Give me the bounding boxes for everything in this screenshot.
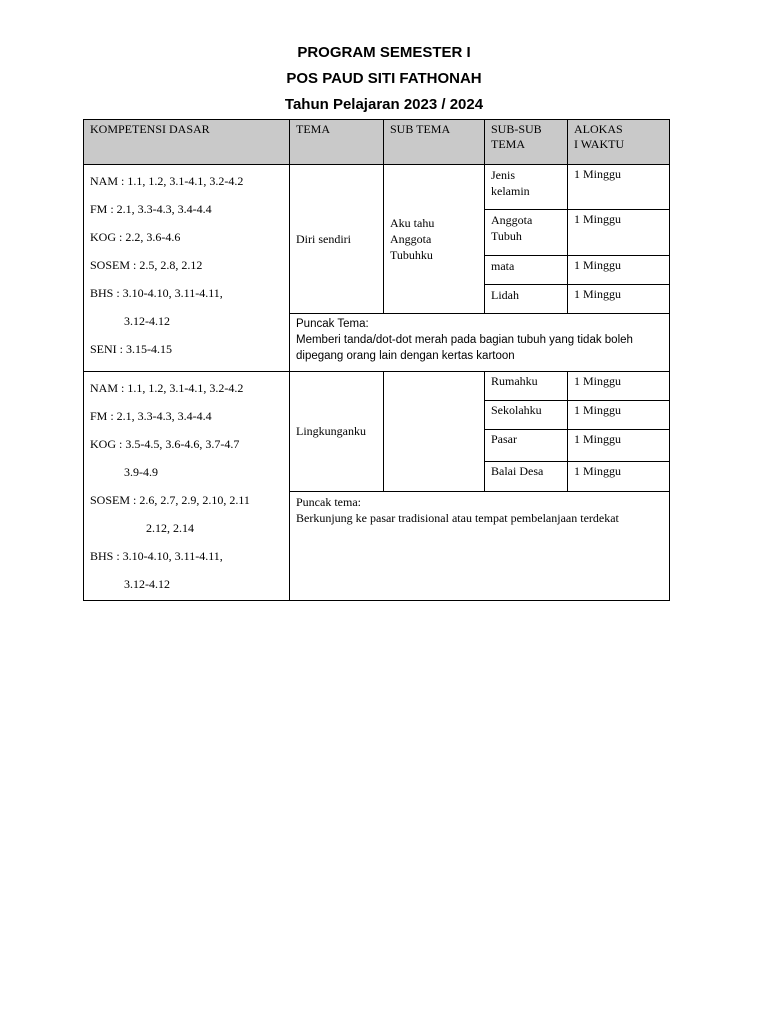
waktu-cell: 1 Minggu <box>568 430 670 462</box>
waktu-cell: 1 Minggu <box>568 256 670 285</box>
subsub-cell: Lidah <box>485 285 568 314</box>
title-academic-year: Tahun Pelajaran 2023 / 2024 <box>284 96 484 113</box>
table-header-row <box>84 120 670 165</box>
subsub-cell: Sekolahku <box>485 401 568 430</box>
waktu-cell: 1 Minggu <box>568 165 670 210</box>
subtema-cell-block1: Aku tahu Anggota Tubuhku <box>384 165 485 314</box>
header-sub-tema: SUB TEMA <box>384 120 485 165</box>
waktu-cell: 1 Minggu <box>568 210 670 256</box>
subsub-cell: mata <box>485 256 568 285</box>
puncak-tema-block1: Puncak Tema: Memberi tanda/dot-dot merah pada bagian tubuh yang tidak boleh dipegang orang lain dengan kertas kartoon <box>290 314 670 372</box>
header-sub-sub-tema: SUB-SUB TEMA <box>485 120 568 165</box>
header-alokasi-waktu: ALOKAS I WAKTU <box>568 120 670 165</box>
subtema-cell-block2 <box>384 372 485 492</box>
subsub-cell: Jenis kelamin <box>485 165 568 210</box>
title-program-semester: PROGRAM SEMESTER I <box>297 44 471 61</box>
header-kompetensi-dasar: KOMPETENSI DASAR <box>84 120 290 165</box>
kd-cell-block2: NAM : 1.1, 1.2, 3.1-4.1, 3.2-4.2 FM : 2.1, 3.3-4.3, 3.4-4.4 KOG : 3.5-4.5, 3.6-4.6, 3.7-4.7 3.9-4.9 SOSEM : 2.6, 2.7, 2.9, 2.10, 2.11 2.12, 2.14 BHS : 3.10-4.10, 3.11-4.11, 3.12-4.12 <box>84 372 290 601</box>
document-header <box>0 40 768 118</box>
waktu-cell: 1 Minggu <box>568 372 670 401</box>
tema-cell-block2: Lingkunganku <box>290 372 384 492</box>
program-table <box>83 119 670 601</box>
title-school-name: POS PAUD SITI FATHONAH <box>286 70 482 87</box>
tema-cell-block1: Diri sendiri <box>290 165 384 314</box>
subsub-cell: Balai Desa <box>485 462 568 492</box>
waktu-cell: 1 Minggu <box>568 401 670 430</box>
header-tema: TEMA <box>290 120 384 165</box>
waktu-cell: 1 Minggu <box>568 462 670 492</box>
waktu-cell: 1 Minggu <box>568 285 670 314</box>
subsub-cell: Rumahku <box>485 372 568 401</box>
subsub-cell: Pasar <box>485 430 568 462</box>
puncak-tema-block2: Puncak tema: Berkunjung ke pasar tradisional atau tempat pembelanjaan terdekat <box>290 492 670 601</box>
subsub-cell: Anggota Tubuh <box>485 210 568 256</box>
table-row <box>84 372 670 401</box>
kd-cell-block1: NAM : 1.1, 1.2, 3.1-4.1, 3.2-4.2 FM : 2.1, 3.3-4.3, 3.4-4.4 KOG : 2.2, 3.6-4.6 SOSEM : 2.5, 2.8, 2.12 BHS : 3.10-4.10, 3.11-4.11, 3.12-4.12 SENI : 3.15-4.15 <box>84 165 290 372</box>
table-row <box>84 165 670 210</box>
